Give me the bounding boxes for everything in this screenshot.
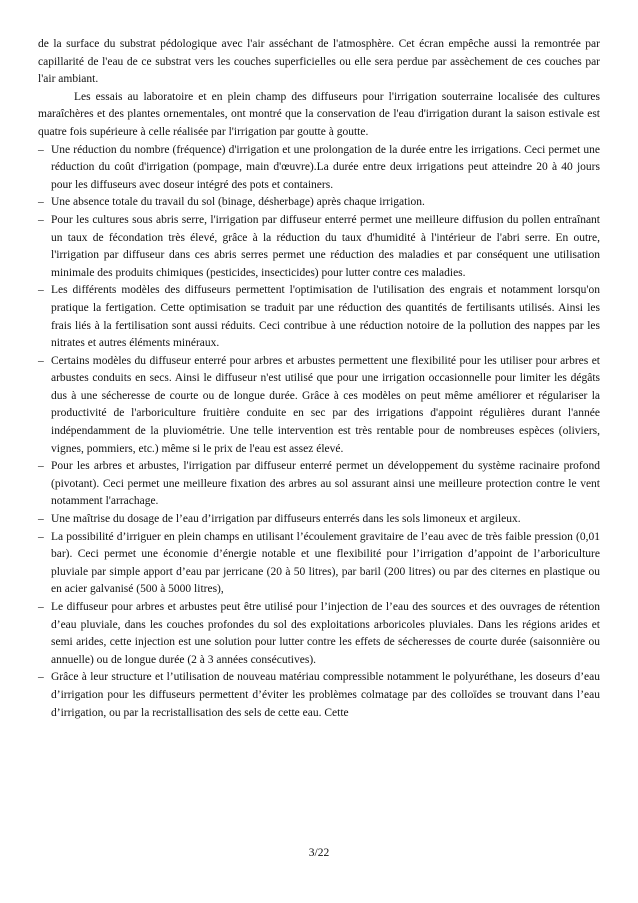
list-item: – Une maîtrise du dosage de l’eau d’irrigation par diffuseurs enterrés dans les sols limoneux et argileux. [38,511,600,529]
list-item: – Grâce à leur structure et l’utilisation de nouveau matériau compressible notamment le polyuréthane, les doseurs d’eau d’irrigation pour les diffuseurs permettent d’éviter les problèmes colmatage par des colloïdes se trouvant dans l’eau d’irrigation, ou par la recristallisation des sels de cette eau. Cette [38,669,600,722]
list-item: – Une réduction du nombre (fréquence) d'irrigation et une prolongation de la durée entre les irrigations. Ceci permet une réduction du coût d'irrigation (pompage, main d'œuvre).La durée entre deux irrigations peut atteindre 20 à 40 jours pour les diffuseurs avec doseur intégré des pots et containers. [38,142,600,195]
list-item: – Pour les cultures sous abris serre, l'irrigation par diffuseur enterré permet une meilleure diffusion du pollen entraînant un taux de fécondation très élevé, grâce à la réduction du taux d'humidité à l'intérieur de l'abri serre. En outre, l'irrigation par diffuseur dans ces abris serres permet une réduction des maladies et par conséquent une utilisation minimale des produits chimiques (pesticides, insecticides) pour lutter contre ces maladies. [38,212,600,282]
page-number: 3/22 [308,847,330,859]
list-item: – Une absence totale du travail du sol (binage, désherbage) après chaque irrigation. [38,194,600,212]
list-item: – Pour les arbres et arbustes, l'irrigation par diffuseur enterré permet un développement du système racinaire profond (pivotant). Ceci permet une meilleure fixation des arbres au sol assurant ainsi une meilleure protection contre le vent notamment l'arrachage. [38,458,600,511]
list-item: – La possibilité d’irriguer en plein champs en utilisant l’écoulement gravitaire de l’eau avec de très faible pression (0,01 bar). Ceci permet une économie d’énergie notable et une flexibilité pour l’irrigation d’appoint de l’arboriculture pluviale par simple apport d’eau par jerricane (20 à 50 litres), par baril (200 litres) ou par des citernes en plastique ou en acier galvanisé (500 à 5000 litres), [38,529,600,599]
advantages-list [38,142,600,723]
list-item: – Certains modèles du diffuseur enterré pour arbres et arbustes permettent une flexibilité pour les utiliser pour arbres et arbustes conduits en secs. Ainsi le diffuseur n'est utilisé que pour une irrigation occasionnelle pour limiter les dégâts dus à une sécheresse de courte ou de longue durée. Grâce à ces modèles on peut même améliorer et régulariser la productivité de l'arboriculture fruitière conduite en sec par des irrigations d'appoint régulières durant l'année indépendamment de la pluviométrie. Une telle intervention est très rentable pour de nombreuses espèces (oliviers, vignes, pommiers, etc.) même si le prix de l'eau est assez élevé. [38,353,600,459]
intro-paragraph: de la surface du substrat pédologique avec l'air asséchant de l'atmosphère. Cet écran empêche aussi la remontrée par capillarité de l'eau de ce substrat vers les couches superficielles ou elle sera perdue par assèchement de ces couches par l'air ambiant. [38,38,600,86]
list-item: – Le diffuseur pour arbres et arbustes peut être utilisé pour l’injection de l’eau des sources et des ouvrages de rétention d’eau pluviale, dans les couches profondes du sol des exploitations arboricoles pluviales. Dans les régions arides et semi arides, cette injection est une solution pour lutter contre les effets de sécheresses de courte durée (saisonnière ou annuelle) ou de longue durée (2 à 3 années consécutives). [38,599,600,669]
document-body [38,36,600,722]
test-results-paragraph: Les essais au laboratoire et en plein champ des diffuseurs pour l'irrigation souterraine localisée des cultures maraîchères et des plantes ornementales, ont montré que la conservation de l'eau d'irrigation durant la saison estivale est quatre fois supérieure à celle réalisée par l'irrigation par goutte à goutte. [38,90,600,138]
list-item: – Les différents modèles des diffuseurs permettent l'optimisation de l'utilisation des engrais et notamment lorsqu'on pratique la fertigation. Cette optimisation se traduit par une réduction des quantités de fertilisants utilisés. Ainsi les frais liés à la fertilisation sont aussi réduits. Ceci contribue à une réduction notoire de la pollution des nappes par les nitrates et autres éléments minéraux. [38,282,600,352]
